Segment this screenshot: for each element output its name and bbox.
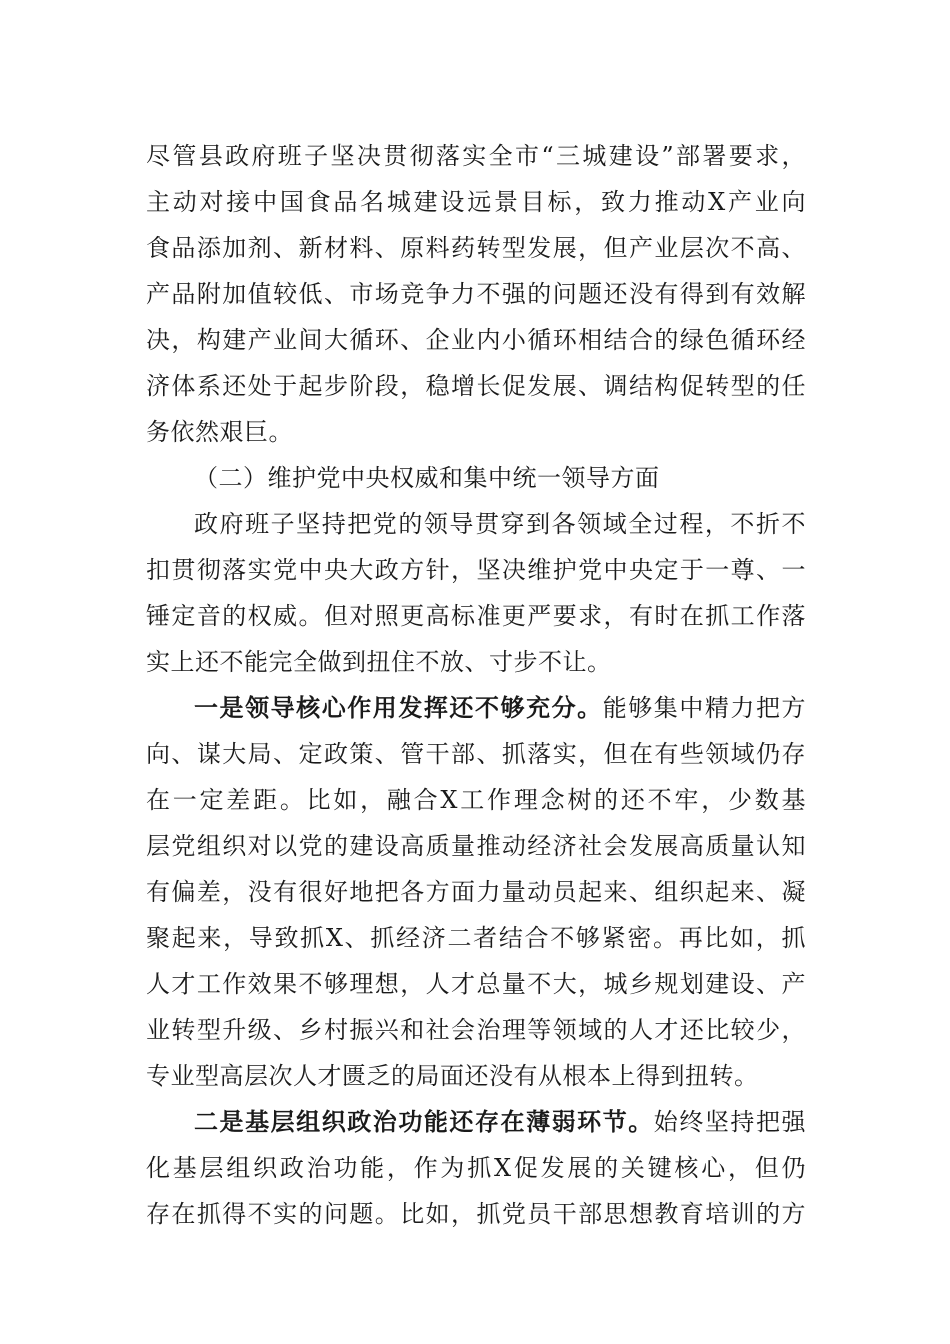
- body-text-line: 务依然艰巨。: [146, 418, 293, 446]
- body-text-line: 政府班子坚持把党的领导贯穿到各领域全过程，不折不: [194, 510, 806, 538]
- body-text-line: 实上还不能完全做到扭住不放、寸步不让。: [146, 648, 612, 676]
- paragraph-first-line: [194, 1099, 806, 1145]
- body-text-line: 决，构建产业间大循环、企业内小循环相结合的绿色循环经: [146, 326, 806, 354]
- body-text-line: 在一定差距。比如，融合X工作理念树的还不牢，少数基: [146, 786, 806, 814]
- body-text-line: 扣贯彻落实党中央大政方针，坚决维护党中央定于一尊、一: [146, 556, 806, 584]
- body-text-line: 向、谋大局、定政策、管干部、抓落实，但在有些领域仍存: [146, 740, 806, 768]
- bold-lead-sentence: 二是基层组织政治功能还存在薄弱环节。: [194, 1107, 654, 1136]
- body-text-span: 始终坚持把强: [653, 1108, 806, 1136]
- body-text-line: 层党组织对以党的建设高质量推动经济社会发展高质量认知: [146, 832, 806, 860]
- body-text-line: 化基层组织政治功能，作为抓X促发展的关键核心，但仍: [146, 1154, 806, 1182]
- body-text-line: 济体系还处于起步阶段，稳增长促发展、调结构促转型的任: [146, 372, 806, 400]
- paragraph-first-line: [194, 685, 806, 731]
- body-text-line: 人才工作效果不够理想，人才总量不大，城乡规划建设、产: [146, 970, 806, 998]
- section-heading: （二）维护党中央权威和集中统一领导方面: [194, 464, 660, 492]
- body-text-line: 主动对接中国食品名城建设远景目标，致力推动X产业向: [146, 188, 806, 216]
- body-text-line: 业转型升级、乡村振兴和社会治理等领域的人才还比较少，: [146, 1016, 806, 1044]
- body-text-line: 专业型高层次人才匮乏的局面还没有从根本上得到扭转。: [146, 1062, 759, 1090]
- body-text-line: 聚起来，导致抓X、抓经济二者结合不够紧密。再比如，抓: [146, 924, 806, 952]
- body-text-line: 存在抓得不实的问题。比如，抓党员干部思想教育培训的方: [146, 1200, 806, 1228]
- body-text-line: 产品附加值较低、市场竞争力不强的问题还没有得到有效解: [146, 280, 806, 308]
- body-text-line: 尽管县政府班子坚决贯彻落实全市“三城建设”部署要求，: [146, 142, 806, 170]
- body-text-line: 锤定音的权威。但对照更高标准更严要求，有时在抓工作落: [146, 602, 806, 630]
- body-text-span: 能够集中精力把方: [602, 694, 807, 722]
- body-text-line: 有偏差，没有很好地把各方面力量动员起来、组织起来、凝: [146, 878, 806, 906]
- bold-lead-sentence: 一是领导核心作用发挥还不够充分。: [194, 693, 603, 722]
- body-text-line: 食品添加剂、新材料、原料药转型发展，但产业层次不高、: [146, 234, 806, 262]
